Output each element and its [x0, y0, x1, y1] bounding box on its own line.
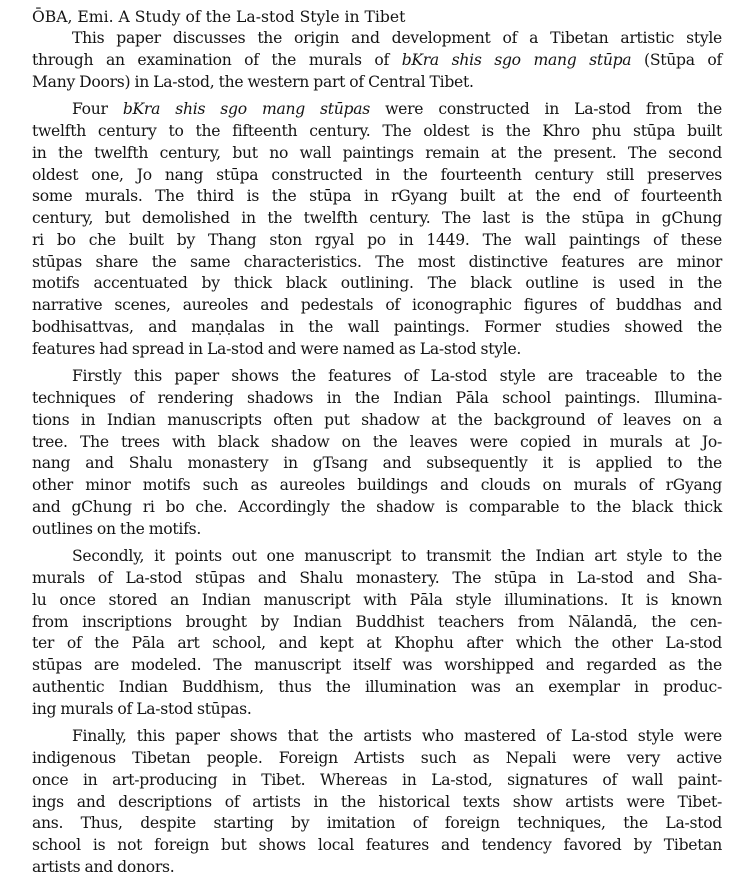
text-line: motifs accentuated by thick black outlining. The black outline is used in the [32, 274, 722, 293]
text-line: other minor motifs such as aureoles buildings and clouds on murals of rGyang [32, 476, 722, 494]
text-line: ter of the Pāla art school, and kept at Khophu after which the other La-stod [32, 634, 722, 653]
abstract-paragraph [32, 546, 722, 720]
abstract-paragraph [32, 28, 722, 93]
text-line: Four bKra shis sgo mang stūpas were constructed in La-stod from the [72, 100, 722, 119]
text-line: Many Doors) in La-stod, the western part of Central Tibet. [32, 72, 474, 91]
text-line: narrative scenes, aureoles and pedestals of iconographic figures of buddhas and [32, 296, 722, 314]
text-line: lu once stored an Indian manuscript with Pāla style illuminations. It is known [32, 590, 722, 609]
text-line: bodhisattvas, and maṇḍalas in the wall paintings. Former studies showed the [32, 317, 722, 336]
text-line: stūpas are modeled. The manuscript itself was worshipped and regarded as the [32, 656, 722, 674]
text-line: indigenous Tibetan people. Foreign Artists such as Nepali were very active [32, 749, 722, 767]
text-line: Secondly, it points out one manuscript to transmit the Indian art style to the [72, 547, 722, 566]
text-line: This paper discusses the origin and development of a Tibetan artistic style [72, 29, 722, 47]
text-line: stūpas share the same characteristics. The most distinctive features are minor [32, 252, 722, 271]
abstract-paragraph [32, 726, 722, 878]
text-line: once in art-producing in Tibet. Whereas in La-stod, signatures of wall paint- [32, 770, 722, 789]
text-line: from inscriptions brought by Indian Buddhist teachers from Nālandā, the cen- [32, 612, 722, 631]
text-line: artists and donors. [32, 857, 175, 876]
text-line: school is not foreign but shows local features and tendency favored by Tibetan [32, 836, 722, 854]
text-line: ans. Thus, despite starting by imitation of foreign techniques, the La-stod [32, 814, 722, 833]
text-line: murals of La-stod stūpas and Shalu monastery. The stūpa in La-stod and Sha- [32, 569, 722, 587]
text-line: in the twelfth century, but no wall paintings remain at the present. The second [32, 143, 722, 162]
text-line: Finally, this paper shows that the artists who mastered of La-stod style were [72, 727, 722, 746]
text-line: nang and Shalu monastery in gTsang and subsequently it is applied to the [32, 454, 722, 473]
text-line: techniques of rendering shadows in the Indian Pāla school paintings. Illumina- [32, 389, 722, 407]
abstract-paragraph [32, 99, 722, 360]
abstract-body [32, 28, 722, 879]
text-line: ing murals of La-stod stūpas. [32, 699, 252, 718]
text-line: some murals. The third is the stūpa in rGyang built at the end of fourteenth [32, 187, 722, 206]
text-line: twelfth century to the fifteenth century. The oldest is the Khro phu stūpa built [32, 122, 722, 140]
text-line: century, but demolished in the twelfth century. The last is the stūpa in gChung [32, 209, 722, 227]
abstract-paragraph [32, 366, 722, 540]
text-line: tree. The trees with black shadow on the leaves were copied in murals at Jo- [32, 432, 722, 451]
text-line: outlines on the motifs. [32, 519, 202, 538]
abstract-heading: ŌBA, Emi. A Study of the La-stod Style in Tibet [32, 8, 406, 26]
text-line: ings and descriptions of artists in the historical texts show artists were Tibet- [32, 792, 722, 811]
text-line: oldest one, Jo nang stūpa constructed in the fourteenth century still preserves [32, 165, 722, 184]
text-line: features had spread in La-stod and were named as La-stod style. [32, 339, 522, 358]
text-line: tions in Indian manuscripts often put shadow at the background of leaves on a [32, 410, 722, 429]
text-line: and gChung ri bo che. Accordingly the shadow is comparable to the black thick [32, 497, 722, 516]
text-line: ri bo che built by Thang ston rgyal po in 1449. The wall paintings of these [32, 230, 722, 249]
text-line: through an examination of the murals of bKra shis sgo mang stūpa (Stūpa of [32, 50, 722, 69]
text-line: Firstly this paper shows the features of La-stod style are traceable to the [72, 367, 722, 386]
text-line: authentic Indian Buddhism, thus the illumination was an exemplar in produc- [32, 677, 722, 696]
